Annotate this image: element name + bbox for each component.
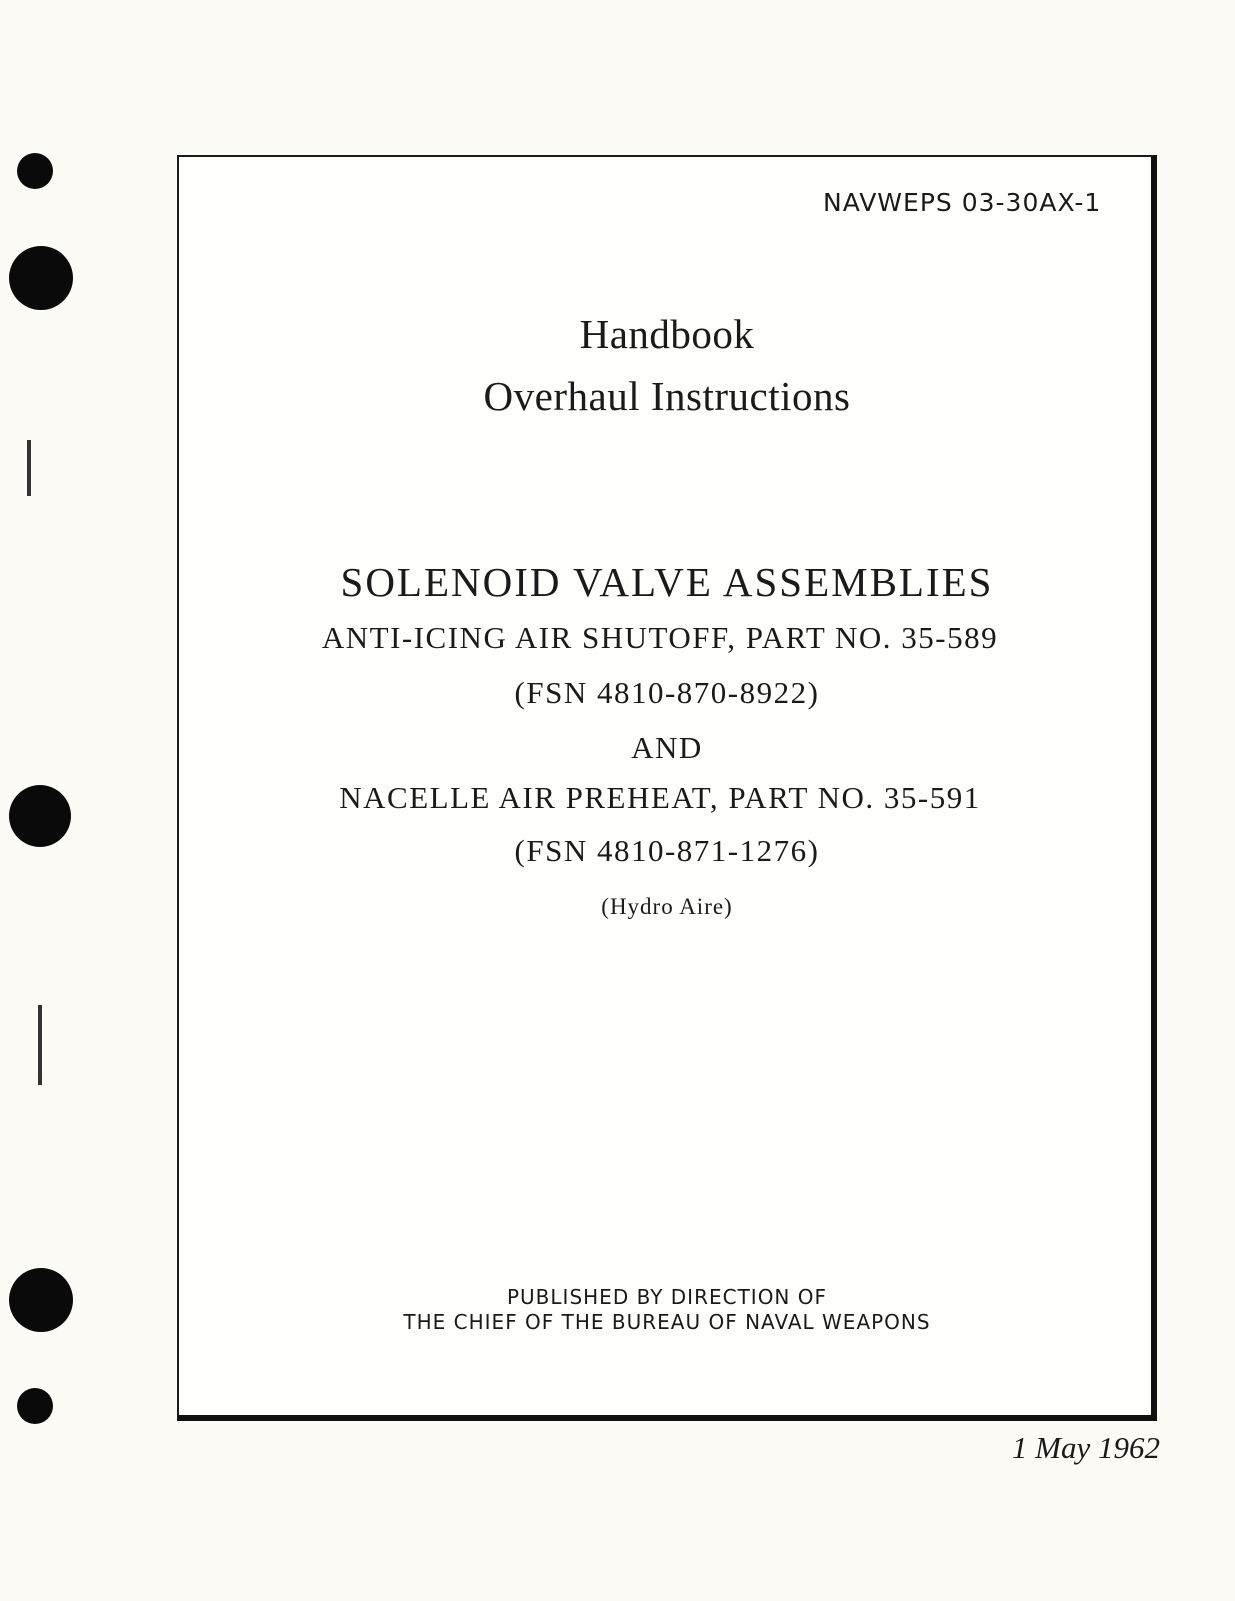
binder-hole-4	[9, 1268, 73, 1332]
document-title: SOLENOID VALVE ASSEMBLIES	[340, 559, 994, 605]
binder-hole-3	[9, 785, 71, 847]
heading-handbook: Handbook	[579, 311, 755, 357]
item1-name: ANTI-ICING AIR SHUTOFF, PART NO. 35-589	[321, 620, 999, 655]
publisher-line-1: PUBLISHED BY DIRECTION OF	[506, 1285, 827, 1309]
publisher-line-2: THE CHIEF OF THE BUREAU OF NAVAL WEAPONS	[403, 1310, 931, 1334]
document-number: NAVWEPS 03-30AX-1	[823, 188, 1102, 217]
conjunction: AND	[631, 730, 703, 765]
item1-fsn: (FSN 4810-870-8922)	[514, 675, 820, 710]
binder-hole-2	[9, 246, 73, 310]
item2-name: NACELLE AIR PREHEAT, PART NO. 35-591	[339, 780, 981, 815]
binding-mark	[27, 440, 31, 496]
heading-overhaul-instructions: Overhaul Instructions	[483, 373, 851, 419]
publication-date: 1 May 1962	[1011, 1430, 1160, 1465]
binding-mark	[38, 1005, 42, 1085]
binder-hole-5	[17, 1388, 53, 1424]
item2-fsn: (FSN 4810-871-1276)	[514, 833, 820, 868]
binder-hole-1	[17, 153, 53, 189]
manufacturer: (Hydro Aire)	[601, 894, 733, 919]
